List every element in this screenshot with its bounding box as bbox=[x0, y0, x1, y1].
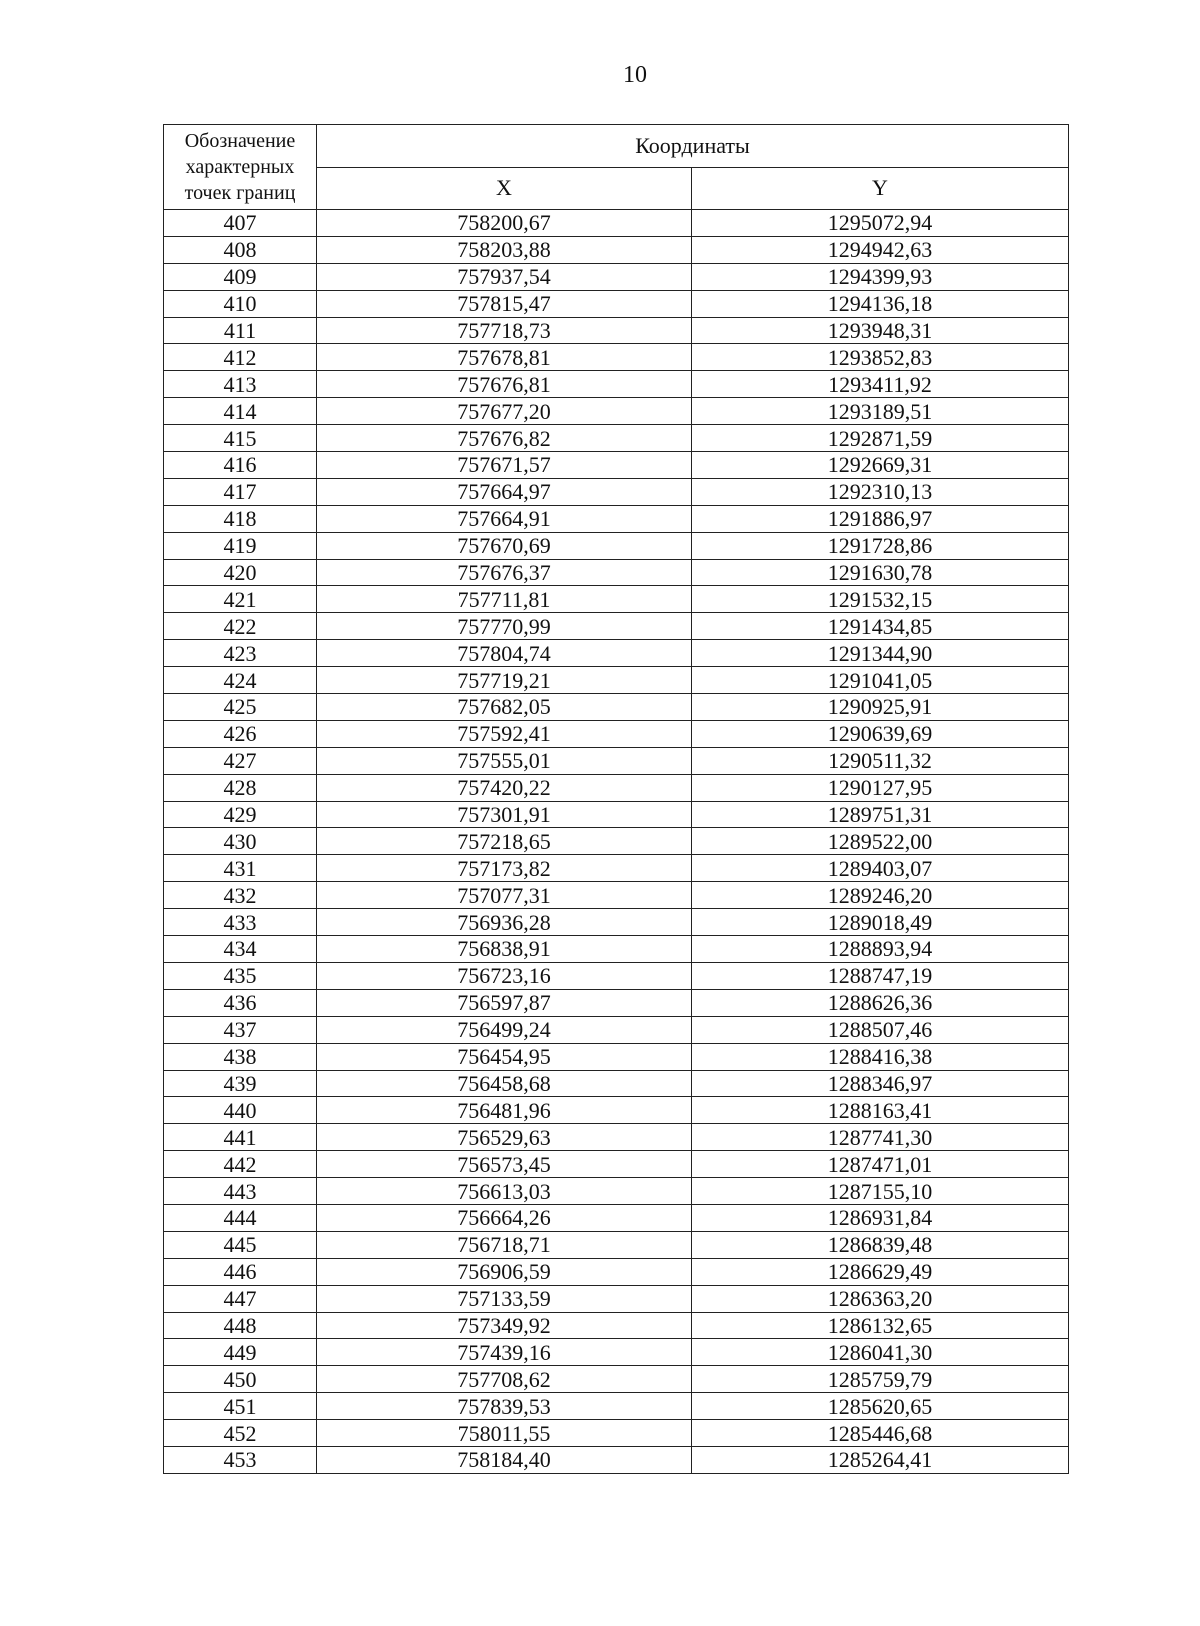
point-id-cell: 445 bbox=[164, 1231, 317, 1258]
point-id-cell: 426 bbox=[164, 720, 317, 747]
x-coordinate-cell: 756906,59 bbox=[317, 1258, 692, 1285]
table-row bbox=[164, 1204, 1069, 1231]
x-coordinate-cell: 756481,96 bbox=[317, 1097, 692, 1124]
point-id-cell: 416 bbox=[164, 452, 317, 479]
y-coordinate-cell: 1286839,48 bbox=[692, 1231, 1069, 1258]
x-coordinate-cell: 757815,47 bbox=[317, 290, 692, 317]
table-row bbox=[164, 828, 1069, 855]
table-row bbox=[164, 909, 1069, 936]
table-row bbox=[164, 263, 1069, 290]
point-id-cell: 415 bbox=[164, 425, 317, 452]
x-coordinate-cell: 757676,37 bbox=[317, 559, 692, 586]
x-coordinate-cell: 758184,40 bbox=[317, 1446, 692, 1473]
point-id-cell: 420 bbox=[164, 559, 317, 586]
x-coordinate-cell: 757420,22 bbox=[317, 774, 692, 801]
point-id-cell: 450 bbox=[164, 1366, 317, 1393]
y-coordinate-cell: 1291041,05 bbox=[692, 667, 1069, 694]
y-coordinate-cell: 1287471,01 bbox=[692, 1151, 1069, 1178]
y-coordinate-cell: 1286041,30 bbox=[692, 1339, 1069, 1366]
y-coordinate-cell: 1292669,31 bbox=[692, 452, 1069, 479]
y-coordinate-cell: 1291344,90 bbox=[692, 640, 1069, 667]
header-designation: Обозначение характерных точек границ bbox=[164, 125, 317, 210]
point-id-cell: 431 bbox=[164, 855, 317, 882]
x-coordinate-cell: 757439,16 bbox=[317, 1339, 692, 1366]
table-row bbox=[164, 1151, 1069, 1178]
x-coordinate-cell: 757349,92 bbox=[317, 1312, 692, 1339]
point-id-cell: 436 bbox=[164, 989, 317, 1016]
table-row bbox=[164, 1258, 1069, 1285]
point-id-cell: 452 bbox=[164, 1420, 317, 1447]
point-id-cell: 449 bbox=[164, 1339, 317, 1366]
table-row bbox=[164, 640, 1069, 667]
y-coordinate-cell: 1289403,07 bbox=[692, 855, 1069, 882]
point-id-cell: 447 bbox=[164, 1285, 317, 1312]
table-row bbox=[164, 398, 1069, 425]
x-coordinate-cell: 756499,24 bbox=[317, 1016, 692, 1043]
y-coordinate-cell: 1290127,95 bbox=[692, 774, 1069, 801]
y-coordinate-cell: 1288626,36 bbox=[692, 989, 1069, 1016]
table-row bbox=[164, 882, 1069, 909]
point-id-cell: 435 bbox=[164, 962, 317, 989]
point-id-cell: 434 bbox=[164, 936, 317, 963]
point-id-cell: 429 bbox=[164, 801, 317, 828]
point-id-cell: 442 bbox=[164, 1151, 317, 1178]
y-coordinate-cell: 1291630,78 bbox=[692, 559, 1069, 586]
point-id-cell: 444 bbox=[164, 1204, 317, 1231]
x-coordinate-cell: 757677,20 bbox=[317, 398, 692, 425]
table-row bbox=[164, 855, 1069, 882]
point-id-cell: 412 bbox=[164, 344, 317, 371]
table-row bbox=[164, 1016, 1069, 1043]
point-id-cell: 441 bbox=[164, 1124, 317, 1151]
table-row bbox=[164, 371, 1069, 398]
point-id-cell: 446 bbox=[164, 1258, 317, 1285]
table-row bbox=[164, 720, 1069, 747]
point-id-cell: 417 bbox=[164, 478, 317, 505]
x-coordinate-cell: 757719,21 bbox=[317, 667, 692, 694]
x-coordinate-cell: 757218,65 bbox=[317, 828, 692, 855]
x-coordinate-cell: 756613,03 bbox=[317, 1178, 692, 1205]
y-coordinate-cell: 1288346,97 bbox=[692, 1070, 1069, 1097]
x-coordinate-cell: 757804,74 bbox=[317, 640, 692, 667]
y-coordinate-cell: 1292310,13 bbox=[692, 478, 1069, 505]
header-coordinates: Координаты bbox=[317, 125, 1069, 168]
point-id-cell: 439 bbox=[164, 1070, 317, 1097]
table-row bbox=[164, 210, 1069, 237]
x-coordinate-cell: 757555,01 bbox=[317, 747, 692, 774]
table-row bbox=[164, 936, 1069, 963]
table-row bbox=[164, 236, 1069, 263]
point-id-cell: 437 bbox=[164, 1016, 317, 1043]
header-x: X bbox=[317, 167, 692, 210]
y-coordinate-cell: 1285620,65 bbox=[692, 1393, 1069, 1420]
y-coordinate-cell: 1289246,20 bbox=[692, 882, 1069, 909]
y-coordinate-cell: 1286931,84 bbox=[692, 1204, 1069, 1231]
x-coordinate-cell: 756597,87 bbox=[317, 989, 692, 1016]
y-coordinate-cell: 1288893,94 bbox=[692, 936, 1069, 963]
y-coordinate-cell: 1287741,30 bbox=[692, 1124, 1069, 1151]
header-y: Y bbox=[692, 167, 1069, 210]
table-row bbox=[164, 774, 1069, 801]
table-row bbox=[164, 1420, 1069, 1447]
y-coordinate-cell: 1294399,93 bbox=[692, 263, 1069, 290]
x-coordinate-cell: 756454,95 bbox=[317, 1043, 692, 1070]
y-coordinate-cell: 1286132,65 bbox=[692, 1312, 1069, 1339]
y-coordinate-cell: 1285264,41 bbox=[692, 1446, 1069, 1473]
x-coordinate-cell: 756458,68 bbox=[317, 1070, 692, 1097]
table-row bbox=[164, 1339, 1069, 1366]
x-coordinate-cell: 757592,41 bbox=[317, 720, 692, 747]
point-id-cell: 409 bbox=[164, 263, 317, 290]
table-row bbox=[164, 1285, 1069, 1312]
x-coordinate-cell: 757770,99 bbox=[317, 613, 692, 640]
point-id-cell: 424 bbox=[164, 667, 317, 694]
page-number: 10 bbox=[623, 62, 647, 88]
x-coordinate-cell: 757664,91 bbox=[317, 505, 692, 532]
y-coordinate-cell: 1285446,68 bbox=[692, 1420, 1069, 1447]
point-id-cell: 440 bbox=[164, 1097, 317, 1124]
y-coordinate-cell: 1291434,85 bbox=[692, 613, 1069, 640]
x-coordinate-cell: 756723,16 bbox=[317, 962, 692, 989]
table-row bbox=[164, 532, 1069, 559]
point-id-cell: 451 bbox=[164, 1393, 317, 1420]
x-coordinate-cell: 758203,88 bbox=[317, 236, 692, 263]
point-id-cell: 414 bbox=[164, 398, 317, 425]
y-coordinate-cell: 1293852,83 bbox=[692, 344, 1069, 371]
table-row bbox=[164, 344, 1069, 371]
y-coordinate-cell: 1291532,15 bbox=[692, 586, 1069, 613]
y-coordinate-cell: 1290511,32 bbox=[692, 747, 1069, 774]
point-id-cell: 427 bbox=[164, 747, 317, 774]
point-id-cell: 453 bbox=[164, 1446, 317, 1473]
y-coordinate-cell: 1292871,59 bbox=[692, 425, 1069, 452]
x-coordinate-cell: 757708,62 bbox=[317, 1366, 692, 1393]
point-id-cell: 423 bbox=[164, 640, 317, 667]
table-row bbox=[164, 1178, 1069, 1205]
point-id-cell: 418 bbox=[164, 505, 317, 532]
table-row bbox=[164, 452, 1069, 479]
point-id-cell: 421 bbox=[164, 586, 317, 613]
point-id-cell: 433 bbox=[164, 909, 317, 936]
x-coordinate-cell: 756529,63 bbox=[317, 1124, 692, 1151]
table-row bbox=[164, 747, 1069, 774]
point-id-cell: 422 bbox=[164, 613, 317, 640]
x-coordinate-cell: 757711,81 bbox=[317, 586, 692, 613]
y-coordinate-cell: 1290925,91 bbox=[692, 694, 1069, 721]
y-coordinate-cell: 1285759,79 bbox=[692, 1366, 1069, 1393]
x-coordinate-cell: 757682,05 bbox=[317, 694, 692, 721]
y-coordinate-cell: 1291728,86 bbox=[692, 532, 1069, 559]
x-coordinate-cell: 757077,31 bbox=[317, 882, 692, 909]
table-body bbox=[164, 210, 1069, 1474]
x-coordinate-cell: 757676,82 bbox=[317, 425, 692, 452]
table-row bbox=[164, 694, 1069, 721]
y-coordinate-cell: 1293411,92 bbox=[692, 371, 1069, 398]
x-coordinate-cell: 756936,28 bbox=[317, 909, 692, 936]
y-coordinate-cell: 1291886,97 bbox=[692, 505, 1069, 532]
y-coordinate-cell: 1289522,00 bbox=[692, 828, 1069, 855]
y-coordinate-cell: 1295072,94 bbox=[692, 210, 1069, 237]
table-row bbox=[164, 425, 1069, 452]
table-row bbox=[164, 505, 1069, 532]
table-row bbox=[164, 1312, 1069, 1339]
x-coordinate-cell: 757937,54 bbox=[317, 263, 692, 290]
point-id-cell: 428 bbox=[164, 774, 317, 801]
y-coordinate-cell: 1288747,19 bbox=[692, 962, 1069, 989]
table-row bbox=[164, 1393, 1069, 1420]
y-coordinate-cell: 1288416,38 bbox=[692, 1043, 1069, 1070]
x-coordinate-cell: 757676,81 bbox=[317, 371, 692, 398]
coordinates-table bbox=[163, 124, 1069, 1474]
table-row bbox=[164, 1446, 1069, 1473]
x-coordinate-cell: 756573,45 bbox=[317, 1151, 692, 1178]
x-coordinate-cell: 757301,91 bbox=[317, 801, 692, 828]
y-coordinate-cell: 1293948,31 bbox=[692, 317, 1069, 344]
point-id-cell: 430 bbox=[164, 828, 317, 855]
table-row bbox=[164, 989, 1069, 1016]
point-id-cell: 407 bbox=[164, 210, 317, 237]
x-coordinate-cell: 758200,67 bbox=[317, 210, 692, 237]
point-id-cell: 438 bbox=[164, 1043, 317, 1070]
x-coordinate-cell: 756838,91 bbox=[317, 936, 692, 963]
table-row bbox=[164, 290, 1069, 317]
y-coordinate-cell: 1286363,20 bbox=[692, 1285, 1069, 1312]
point-id-cell: 448 bbox=[164, 1312, 317, 1339]
y-coordinate-cell: 1294136,18 bbox=[692, 290, 1069, 317]
y-coordinate-cell: 1294942,63 bbox=[692, 236, 1069, 263]
point-id-cell: 443 bbox=[164, 1178, 317, 1205]
x-coordinate-cell: 757671,57 bbox=[317, 452, 692, 479]
y-coordinate-cell: 1288507,46 bbox=[692, 1016, 1069, 1043]
x-coordinate-cell: 758011,55 bbox=[317, 1420, 692, 1447]
y-coordinate-cell: 1293189,51 bbox=[692, 398, 1069, 425]
y-coordinate-cell: 1289751,31 bbox=[692, 801, 1069, 828]
table-row bbox=[164, 1097, 1069, 1124]
y-coordinate-cell: 1288163,41 bbox=[692, 1097, 1069, 1124]
table-row bbox=[164, 1366, 1069, 1393]
table-row bbox=[164, 801, 1069, 828]
table-row bbox=[164, 559, 1069, 586]
point-id-cell: 411 bbox=[164, 317, 317, 344]
table-row bbox=[164, 586, 1069, 613]
table-row bbox=[164, 1070, 1069, 1097]
point-id-cell: 410 bbox=[164, 290, 317, 317]
point-id-cell: 408 bbox=[164, 236, 317, 263]
x-coordinate-cell: 757664,97 bbox=[317, 478, 692, 505]
point-id-cell: 432 bbox=[164, 882, 317, 909]
point-id-cell: 425 bbox=[164, 694, 317, 721]
x-coordinate-cell: 757678,81 bbox=[317, 344, 692, 371]
y-coordinate-cell: 1286629,49 bbox=[692, 1258, 1069, 1285]
x-coordinate-cell: 757173,82 bbox=[317, 855, 692, 882]
point-id-cell: 419 bbox=[164, 532, 317, 559]
table-row bbox=[164, 1231, 1069, 1258]
table-row bbox=[164, 1043, 1069, 1070]
table-row bbox=[164, 962, 1069, 989]
x-coordinate-cell: 756718,71 bbox=[317, 1231, 692, 1258]
x-coordinate-cell: 757133,59 bbox=[317, 1285, 692, 1312]
table-row bbox=[164, 317, 1069, 344]
point-id-cell: 413 bbox=[164, 371, 317, 398]
x-coordinate-cell: 757670,69 bbox=[317, 532, 692, 559]
table-row bbox=[164, 667, 1069, 694]
y-coordinate-cell: 1287155,10 bbox=[692, 1178, 1069, 1205]
y-coordinate-cell: 1289018,49 bbox=[692, 909, 1069, 936]
x-coordinate-cell: 756664,26 bbox=[317, 1204, 692, 1231]
table-row bbox=[164, 613, 1069, 640]
table-row bbox=[164, 478, 1069, 505]
x-coordinate-cell: 757839,53 bbox=[317, 1393, 692, 1420]
y-coordinate-cell: 1290639,69 bbox=[692, 720, 1069, 747]
table-row bbox=[164, 1124, 1069, 1151]
x-coordinate-cell: 757718,73 bbox=[317, 317, 692, 344]
